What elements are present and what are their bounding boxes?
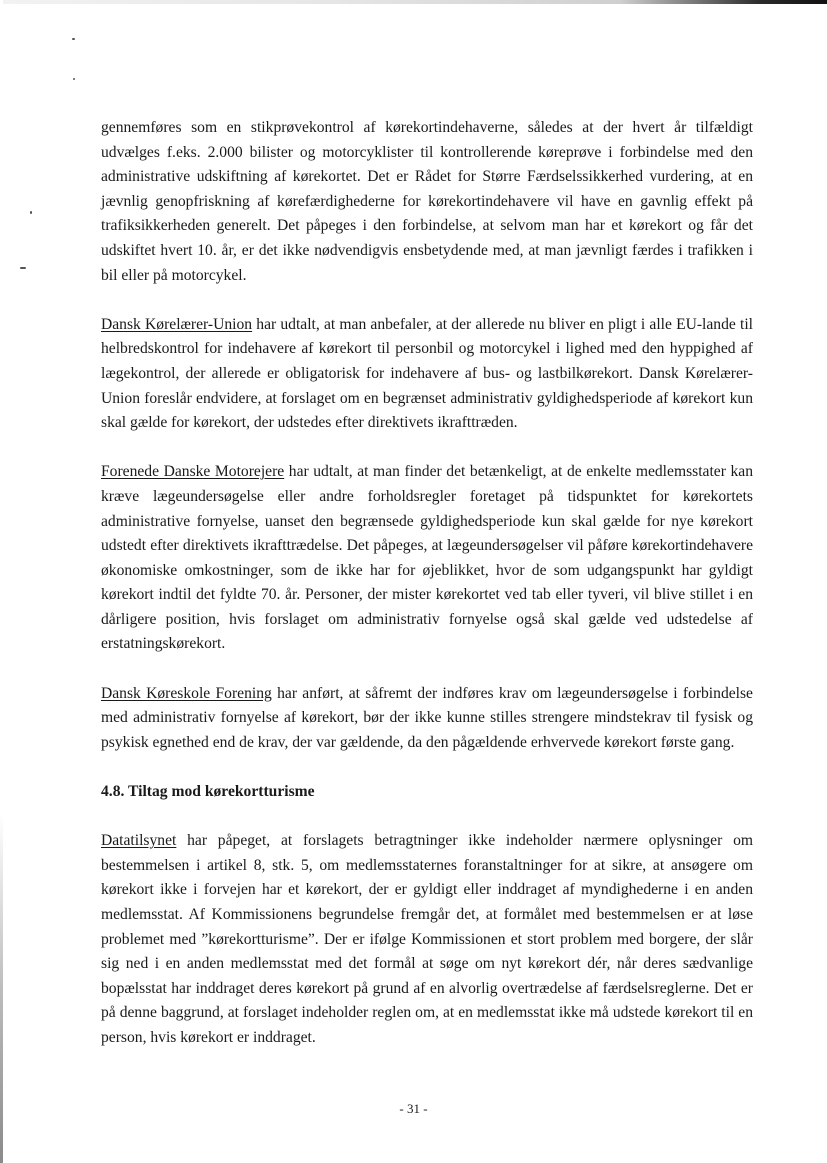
scan-left-edge (0, 0, 3, 1163)
scan-top-edge (0, 0, 827, 4)
organization-name: Forenede Danske Motorejere (101, 463, 285, 481)
scan-speck (20, 267, 26, 269)
paragraph-text: har anført, at såfremt der indføres krav om lægeundersøgelse i forbindelse med administrativ fornyelse af kørekort, bør der ikke kunne stilles strengere mindstekrav til fysisk og psykisk egnethed end de krav, der var gældende, da den pågældende erhvervede kørekort første gang. (101, 684, 753, 751)
paragraph-text: har påpeget, at forslagets betragtninger ikke indeholder nærmere oplysninger om bestemmelsen i artikel 8, stk. 5, om medlemsstaternes foranstaltninger for at sikre, at ansøgere om kørekort ikke i forvejen har et kørekort, der er gyldigt eller inddraget af myndighederne i en anden medlemsstat. Af Kommissionens begrundelse fremgår det, at formålet med bestemmelsen er at løse problemet med ”kørekortturisme”. Der er ifølge Kommissionen et stort problem med borgere, der slår sig ned i en anden medlemsstat med det formål at søge om nyt kørekort dér, når deres sædvanlige bopælsstat har inddraget deres kørekort på grund af en alvorlig overtrædelse af færdselsreglerne. Det er på denne baggrund, at forslaget indeholder reglen om, at en medlemsstat ikke må udstede kørekort til en person, hvis kørekort er inddraget. (101, 832, 753, 1046)
organization-name: Dansk Køreskole Forening (101, 684, 272, 702)
scan-speck (72, 38, 75, 40)
document-body (101, 116, 753, 1051)
paragraph-3 (101, 682, 753, 756)
paragraph-0 (101, 116, 753, 288)
paragraph-text: gennemføres som en stikprøvekontrol af kørekortindehaverne, således at der hvert år tilfældigt udvælges f.eks. 2.000 bilister og motorcyklister til kontrollerende køreprøve i forbindelse med den administrative udskiftning af kørekortet. Det er Rådet for Større Færdselssikkerhed vurdering, at en jævnlig genopfriskning af kørefærdighederne for kørekortindehavere vil have en gavnlig effekt på trafiksikkerheden generelt. Det påpeges i den forbindelse, at selvom man har et kørekort og får det udskiftet hvert 10. år, er det ikke nødvendigvis ensbetydende med, at man jævnligt færdes i trafikken i bil eller på motorcykel. (101, 119, 753, 284)
paragraph-text: har udtalt, at man finder det betænkeligt, at de enkelte medlemsstater kan kræve lægeundersøgelse eller andre forholdsregler foretaget på tidspunktet for kørekortets administrative fornyelse, uanset den begrænsede gyldighedsperiode kun skal gælde for nye kørekort udstedt efter direktivets ikrafttrædelse. Det påpeges, at lægeundersøgelser vil påføre kørekortindehavere økonomiske omkostninger, som de ikke har for øjeblikket, hvor de som udgangspunkt har gyldigt kørekort indtil det fyldte 70. år. Personer, der mister kørekortet ved tab eller tyveri, vil blive stillet i en dårligere position, hvis forslaget om administrativ fornyelse også skal gælde ved udstedelse af erstatningskørekort. (101, 463, 753, 653)
paragraph-1 (101, 313, 753, 436)
organization-name: Datatilsynet (101, 832, 177, 850)
scan-speck (73, 78, 75, 80)
paragraph-text: har udtalt, at man anbefaler, at der allerede nu bliver en pligt i alle EU-lande til helbredskontrol for indehavere af kørekort til personbil og motorcykel i lighed med den hyppighed af lægekontrol, der allerede er obligatorisk for indehavere af bus- og lastbilkørekort. Dansk Kørelærer-Union foreslår endvidere, at forslaget om en begrænset administrativ gyldighedsperiode af kørekort kun skal gælde for kørekort, der udstedes efter direktivets ikrafttræden. (101, 315, 753, 432)
scan-speck (30, 211, 32, 214)
organization-name: Dansk Kørelærer-Union (101, 315, 253, 333)
page-number: - 31 - (399, 1101, 428, 1116)
paragraph-2 (101, 460, 753, 657)
section-paragraph-0 (101, 829, 753, 1050)
section-heading: 4.8. Tiltag mod kørekortturisme (101, 783, 315, 801)
